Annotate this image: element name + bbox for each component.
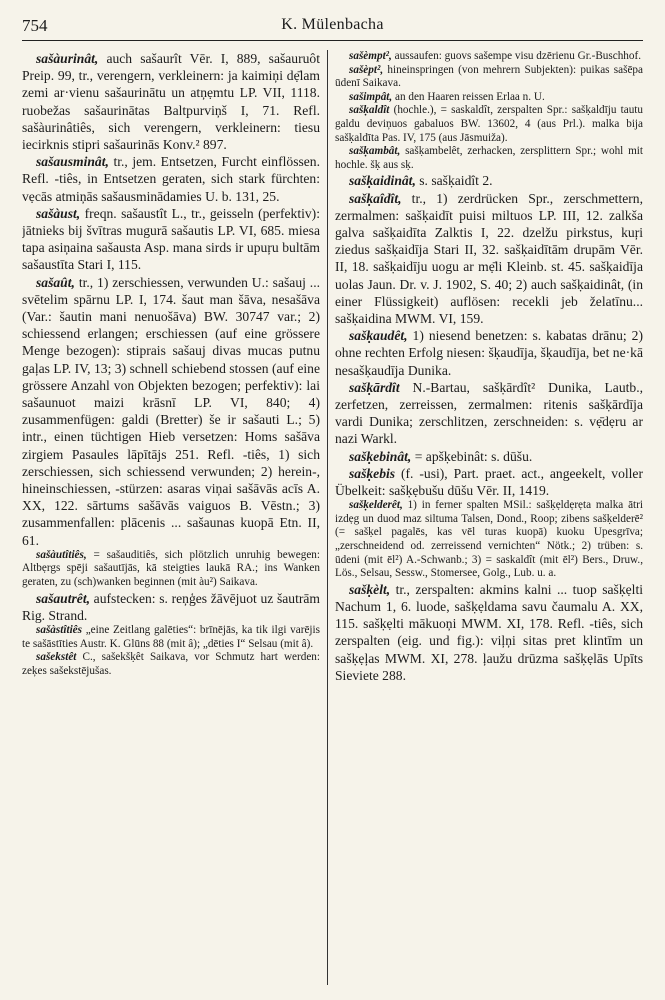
- entry-headword: sašekstêt: [36, 651, 77, 664]
- entry-definition: tr., 1) zerschiessen, verwunden U.: sašauj ... svētelim spārnu LP. I, 174. šaut man šāva, nesašāva (Var.: šautin mani nenuošāva) BW. 30747 var.; 2) schiessend erlangen; erschiessen (auf eine grössere Menge bezogen): stiprais sašauj divas mucas putnu gaļas LP. IV, 13; 3) schnell schiebend stossen (auf eine grössere Anzahl von Objekten bezogen; perfektiv): lai sašaunuot maizi krāsnī LP. VI, 840; 4) zusammenfügen: galdi (Bretter) še ir sašauti L.; 5) intr., einen tüchtigen Hieb versetzen: Homs sašāva zirgiem Pasaules lāpītājs 251. Refl. -tiês, 1) sich zerschiessen, sich schiessend verwunden; 2) herein-, hineinschiessen, -stürzen: asaras viņai sašāvās acīs A. XX, 122. sārtums sašāvās vaiguos B. Vēstn.; 3) zusammenfallen: plācenis ... sašaunas kuopā Etn. II, 61.: [22, 274, 320, 548]
- dictionary-entry: [335, 190, 643, 328]
- entry-headword: sašautrêt,: [36, 590, 91, 606]
- entry-headword: sašaût,: [36, 274, 75, 290]
- entry-definition: = apšḳebinât: s. dūšu.: [411, 448, 533, 464]
- entry-definition: hineinspringen (von mehrern Subjekten): puikas sašēpa ūdenī Saikava.: [335, 63, 643, 90]
- running-head: K. Mülenbacha: [281, 16, 384, 33]
- dictionary-entry: [22, 153, 320, 205]
- entry-headword: sašèpt²,: [349, 63, 384, 76]
- entry-headword: sašausminât,: [36, 154, 109, 170]
- entry-headword: sašḳārdît: [349, 379, 400, 395]
- entry-definition: an den Haaren reissen Erlaa n. U.: [392, 90, 545, 103]
- dictionary-entry: [335, 104, 643, 145]
- entry-definition: freqn. sašaustît L., tr., geisseln (perfektiv): jātnieks bij švītras mugurā sašautis LP. VI, 685. miesa tapa asiņaina sašausta Asp. mana sirds ir upuŗu bultām sašaustīta Stari I, 115.: [22, 205, 320, 273]
- entry-definition: tr., zerspalten: akmins kalni ... tuop sašḳẹlti Nachum 1, 6. luode, sašḳẹldama savu čaumalu A. XX, 115. sašḳẹlti mākuoņi MWM. XI, 178. Refl. -tiês, sich zerspalten (eig. und fig.): viļņi sitas pret klintīm un sašḳẹļas MWM. XI, 278. ļaužu drūzma sašḳẹlās Upīts Sieviete 288.: [335, 581, 643, 683]
- entry-definition: sašḳambelêt, zerhacken, zersplittern Spr.; wohl mit hochle. šḳ aus sḳ.: [335, 145, 643, 171]
- entry-headword: sašèmpt²,: [349, 50, 392, 62]
- entry-definition: „eine Zeitlang galēties“: brīnējās, ka tik ilgi varējis te sašāstīties Austr. K. Glūns 88 (mit â); „dēties I“ Selsau (mit â).: [22, 624, 320, 650]
- dictionary-entry: [22, 590, 320, 624]
- entry-definition: auch sašaurît Vēr. I, 889, sašauruôt Preip. 99, tr., verengern, verkleinern: ja kaimiņi dẹ̄lam zemi ar·vienu sašaurinātu un atņẹmtu LP. VII, 1118. ruobežas sašaurinātas Baltpurviņš I, 71. Refl. sašàurinâtiês, sich verengern, verkleinern: tiesu iecirknis stipri sašaurinās Konv.² 897.: [22, 51, 320, 153]
- left-column: [22, 50, 320, 990]
- dictionary-entry: [335, 581, 643, 684]
- entry-headword: sašàust,: [36, 205, 81, 221]
- entry-headword: sašàstîtiês: [36, 624, 83, 637]
- dictionary-entry: [335, 172, 643, 189]
- entry-definition: = sašauditiês, sich plötzlich unruhig bewegen: Altbẹrgs spēji sašautījās, kā steigties laukā RA.; ins Wanken geraten, zu (sch)wanken beginnen (mit àu²) Saikava.: [22, 548, 320, 589]
- entry-definition: 1) niesend benetzen: s. kabatas drānu; 2) ohne rechten Erfolg niesen: šḳaudīja, šḳaudīja, bet ne·kā nesašḳaudīja Dunika.: [335, 328, 643, 378]
- entry-headword: sašḳaîdît,: [349, 190, 402, 206]
- entry-definition: C., sašekšḳêt Saikava, vor Schmutz hart werden: zeķes sašekstējušas.: [22, 651, 320, 677]
- page-header: [22, 14, 643, 41]
- dictionary-entry: [22, 549, 320, 590]
- entry-headword: sašàutîtiês,: [36, 548, 87, 561]
- entry-headword: sašḳèlt,: [349, 581, 391, 597]
- entry-definition: s. sašḳaidît 2.: [415, 173, 493, 189]
- dictionary-entry: [22, 205, 320, 274]
- dictionary-entry: [22, 624, 320, 651]
- dictionary-entry: [335, 379, 643, 448]
- page-number: 754: [22, 16, 48, 35]
- dictionary-entry: [335, 145, 643, 172]
- entry-headword: sašḳaldît: [349, 104, 390, 117]
- entry-definition: (f. -usi), Part. praet. act., angeekelt, voller Übelkeit: sašḳẹbušu dūšu Vēr. II, 1419.: [335, 465, 643, 498]
- entry-definition: aussaufen: guovs sašempe visu dzērienu Gr.-Buschhof.: [391, 50, 642, 62]
- dictionary-entry: [335, 50, 643, 64]
- dictionary-entry: [22, 651, 320, 678]
- entry-definition: tr., 1) zerdrücken Spr., zerschmettern, zermalmen: sašḳaidīt puisi miltuos LP. III, 12. zalkša galva sašḳaidīta Zalktis I, 22. dzelžu pirkstus, kuŗi ziedus sašḳaidīja Stari II, 32. sašḳaidītām drupām Vēr. II, 18. sašḳaidīju uogu ar mẹ̄li Kleinb. st. 45. sašḳaidīja uolas Jaun. Dr. v. J. 1902, S. 40; 2) auch sašḳaidinât, (in einer Flüssigkeit) auflösen: recekli jeb želatīnu... sašḳaidina MWM. VI, 159.: [335, 190, 643, 326]
- column-divider: [327, 50, 328, 985]
- entry-headword: sašḳelderêt,: [349, 499, 403, 512]
- dictionary-entry: [335, 327, 643, 379]
- entry-definition: 1) in ferner spalten MSil.: sašḳẹldẹrẹta malka ātri izdẹg un duod maz siltuma Talsen, Dond., Roop; zibens sašḳelderē² (= sašḳel pagalēs, kas vēl turas kuopā) kuoku Upesgrīva; „zerschneidend od. zerreissend vernichten“ Nötk.; 2) trüben: s. ūdeni (mit ēl²) A.-Schwanb.; 3) = saskaldît (mit ēl²) Bers., Druw., Lös., Selsau, Sessw., Stomersee, Golg., Lub. u. a.: [335, 499, 643, 580]
- dictionary-entry: [335, 448, 643, 465]
- dictionary-entry: [335, 465, 643, 499]
- entry-definition: (hochle.), = saskaldît, zerspalten Spr.: sašḳaldīju tautu galdu deviņuos gabaluos BW. 13602, 4 (aus Prl.). malka bija sašḳaldīta Pas. IV, 175 (aus Jāsmuiža).: [335, 104, 643, 144]
- dictionary-entry: [335, 499, 643, 581]
- entry-headword: sašḳaidinât,: [349, 173, 416, 189]
- entry-headword: sašḳebis: [349, 465, 396, 481]
- entry-definition: tr., jem. Entsetzen, Furcht einflössen. Refl. -tiês, in Entsetzen geraten, sich stark fürchten: vẹcās atmiņās sašausminādamies U. b. 131, 25.: [22, 154, 320, 204]
- dictionary-entry: [22, 274, 320, 549]
- entry-definition: N.-Bartau, sašḳārdît² Dunika, Lautb., zerfetzen, zerreissen, zermalmen: ritenis sašḳārdīja vardi Dunika; zerschlitzen, zerschneiden: s. vẹ̄dẹru ar nazi Warkl.: [335, 379, 643, 447]
- entry-headword: sašḳaudêt,: [349, 328, 408, 344]
- entry-headword: sašàurinât,: [36, 51, 99, 66]
- entry-headword: sašimpât,: [349, 90, 393, 103]
- dictionary-entry: [335, 91, 643, 105]
- entry-headword: sašḳebinât,: [349, 448, 412, 464]
- entry-headword: sašḳambât,: [349, 145, 401, 158]
- dictionary-entry: [335, 64, 643, 91]
- right-column: [335, 50, 643, 990]
- entry-definition: aufstecken: s. reņģes žāvējuot uz šautrām Rig. Strand.: [22, 590, 320, 623]
- dictionary-entry: [22, 50, 320, 153]
